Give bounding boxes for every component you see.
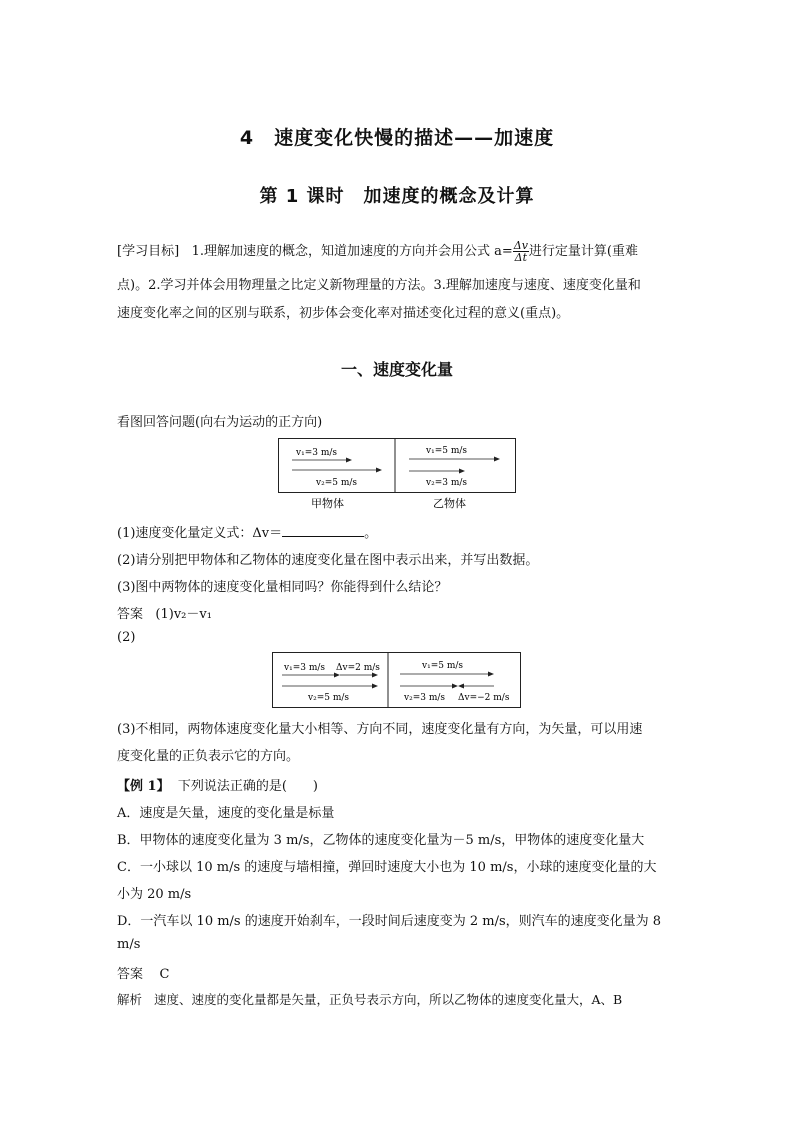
figure2-left-v1-arrowhead xyxy=(334,673,340,678)
figure2-right-v2-arrowhead xyxy=(452,684,458,689)
objectives-text-1-tail: 进行定量计算(重难 xyxy=(528,244,638,259)
objectives-line-1 xyxy=(117,240,638,263)
figure1-frame xyxy=(279,439,516,493)
figure1-left-v1-label: v₁=3 m/s xyxy=(296,448,338,458)
figure1-caption-right: 乙物体 xyxy=(433,497,466,510)
figure2-right-dv-label: Δv=−2 m/s xyxy=(458,693,510,703)
question-2: (2)请分别把甲物体和乙物体的速度变化量在图中表示出来，并写出数据。 xyxy=(117,553,539,568)
option-c-line-1: C．一小球以 10 m/s 的速度与墙相撞，弹回时速度大小也为 10 m/s，小球的速度变化量的大 xyxy=(117,860,657,875)
figure2-right-v2-label: v₂=3 m/s xyxy=(404,693,446,703)
answer-label: 答案 xyxy=(117,607,144,622)
velocity-figure-1 xyxy=(278,438,518,514)
answer-part-1: (1)v₂－v₁ xyxy=(155,607,212,622)
formula-denominator: Δt xyxy=(514,251,528,264)
example-1-answer-value: C xyxy=(159,967,170,982)
figure1-left-v2-arrowhead xyxy=(376,468,382,473)
question-1-suffix: 。 xyxy=(364,526,378,541)
example-1-label: 【例 1】 xyxy=(117,779,170,794)
analysis-label: 解析 xyxy=(117,992,143,1007)
objectives-line-3: 速度变化率之间的区别与联系，初步体会变化率对描述变化过程的意义(重点)。 xyxy=(117,306,570,321)
figure2-right-dv-arrowhead xyxy=(458,684,464,689)
figure1-right-v1-arrowhead xyxy=(494,457,500,462)
acceleration-formula xyxy=(513,240,529,263)
example-1-analysis xyxy=(117,990,622,1008)
velocity-figure-2 xyxy=(272,652,524,710)
figure2-left-v2-label: v₂=5 m/s xyxy=(308,693,350,703)
question-1 xyxy=(117,522,377,541)
objectives-line-2: 点)。2.学习并体会用物理量之比定义新物理量的方法。3.理解加速度与速度、速度变化量和 xyxy=(117,278,641,293)
option-a: A．速度是矢量，速度的变化量是标量 xyxy=(117,806,335,821)
option-b: B．甲物体的速度变化量为 3 m/s，乙物体的速度变化量为－5 m/s，甲物体的速度变化量大 xyxy=(117,833,645,848)
analysis-text: 速度、速度的变化量都是矢量，正负号表示方向，所以乙物体的速度变化量大，A、B xyxy=(153,992,623,1007)
objectives-text-1: 1.理解加速度的概念，知道加速度的方向并会用公式 a= xyxy=(191,244,513,259)
figure1-right-v1-label: v₁=5 m/s xyxy=(426,446,468,456)
question-3: (3)图中两物体的速度变化量相同吗？你能得到什么结论？ xyxy=(117,580,448,595)
figure1-left-v2-label: v₂=5 m/s xyxy=(316,478,358,488)
section-heading: 一、速度变化量 xyxy=(340,360,453,379)
figure1-caption-left: 甲物体 xyxy=(311,497,344,510)
page-title: 4 速度变化快慢的描述——加速度 xyxy=(239,127,555,149)
figure2-right-v1-label: v₁=5 m/s xyxy=(422,661,464,671)
figure2-left-v1-label: v₁=3 m/s xyxy=(284,663,326,673)
answer-part-3-line-2: 度变化量的正负表示它的方向。 xyxy=(117,749,300,764)
answer-blank xyxy=(282,524,364,537)
figure1-left-v1-arrowhead xyxy=(346,458,352,463)
section-intro: 看图回答问题(向右为运动的正方向) xyxy=(117,415,323,430)
question-1-prefix: (1)速度变化量定义式：Δv＝ xyxy=(117,526,283,541)
formula-numerator: Δv xyxy=(513,239,528,252)
figure1-right-v2-label: v₂=3 m/s xyxy=(426,478,468,488)
lesson-subtitle: 第 1 课时 加速度的概念及计算 xyxy=(259,186,535,207)
answer-part-2-label: (2) xyxy=(117,630,136,645)
option-c-line-2: 小为 20 m/s xyxy=(117,887,192,902)
figure2-left-dv-arrowhead xyxy=(372,673,378,678)
answer-part-3-line-1: (3)不相同，两物体速度变化量大小相等、方向不同，速度变化量有方向，为矢量，可以用速 xyxy=(117,722,643,737)
objectives-label: [学习目标] xyxy=(117,244,180,259)
figure2-left-v2-arrowhead xyxy=(372,684,378,689)
option-d-line-1: D．一汽车以 10 m/s 的速度开始刹车，一段时间后速度变为 2 m/s，则汽车的速度变化量为 8 xyxy=(117,914,662,929)
example-1-answer-label: 答案 xyxy=(117,967,144,982)
figure1-right-v2-arrowhead xyxy=(459,469,465,474)
example-1-stem xyxy=(117,775,318,794)
example-1-answer xyxy=(117,963,170,982)
example-1-question: 下列说法正确的是( ) xyxy=(177,779,318,794)
answer-1-line xyxy=(117,603,212,622)
figure2-left-dv-label: Δv=2 m/s xyxy=(336,663,380,673)
figure2-right-v1-arrowhead xyxy=(488,672,494,677)
option-d-line-2: m/s xyxy=(117,937,141,952)
